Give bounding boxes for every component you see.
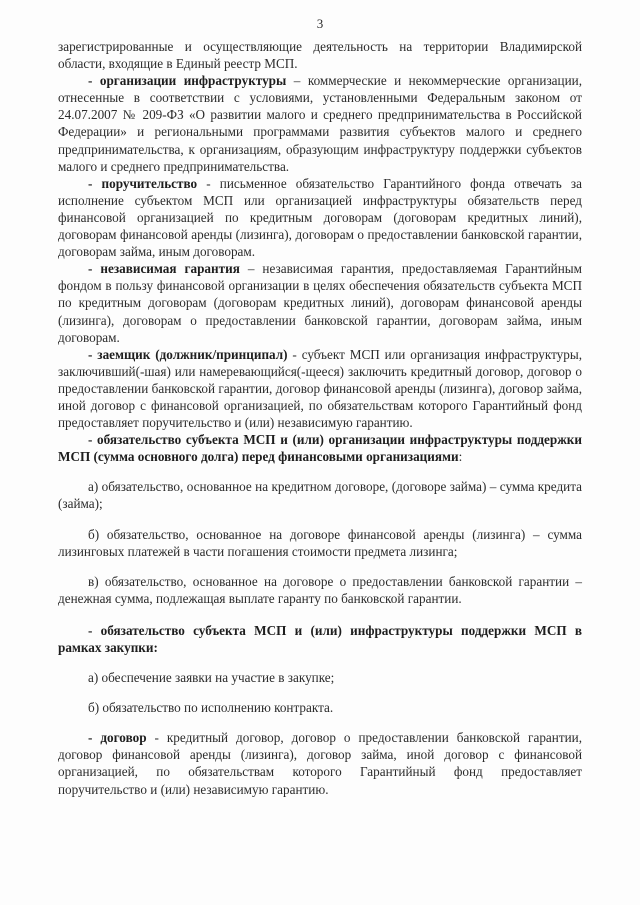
definition-contract [58, 729, 582, 797]
list-item-a-credit: а) обязательство, основанное на кредитном договоре, (договоре займа) – сумма кредита (займа); [58, 479, 582, 512]
term-infrastructure-organizations: - организации инфраструктуры [88, 73, 287, 89]
definition-text: - субъект МСП или организация инфраструктуры, заключивший(-шая) или намеревающийся(-щееся) заключить кредитный договор, договор о предоставлении банковской гарантии, договор финансовой аренды (лизинга), договор займа, иной договор с финансовой организацией, по обязательствам которого Гарантийный фонд предоставляет поручительство и (или) независимую гарантию. [58, 346, 582, 431]
definition-infrastructure-organizations [58, 72, 582, 175]
document-body [58, 38, 582, 798]
term-obligation-to-financial-orgs: - обязательство субъекта МСП и (или) организации инфраструктуры поддержки МСП (сумма основного долга) перед финансовыми организациями [58, 432, 582, 465]
definition-obligation-to-financial-orgs [58, 431, 582, 465]
colon: : [458, 449, 463, 465]
definition-independent-guarantee [58, 260, 582, 345]
term-surety: - поручительство [88, 175, 198, 191]
definition-text: - письменное обязательство Гарантийного фонда отвечать за исполнение субъектом МСП или организацией инфраструктуры обязательств перед финансовой организацией по кредитным договорам (договорам кредитных линий), договорам финансовой аренды (лизинга), договорам о предоставлении банковской гарантии, договорам займа, иным договорам. [58, 175, 582, 260]
definition-procurement-obligation [58, 622, 582, 656]
term-contract: - договор [88, 730, 147, 746]
term-procurement-obligation: - обязательство субъекта МСП и (или) инфраструктуры поддержки МСП в рамках закупки: [58, 622, 582, 655]
definition-borrower [58, 346, 582, 431]
term-independent-guarantee: - независимая гарантия [88, 261, 240, 277]
paragraph-continuation: зарегистрированные и осуществляющие деятельность на территории Владимирской области, входящие в Единый реестр МСП. [58, 39, 582, 72]
definition-text: – коммерческие и некоммерческие организации, отнесенные в соответствии с условиями, установленными Федеральным законом от 24.07.2007 № 209-ФЗ «О развитии малого и среднего предпринимательства в Российской Федерации» и региональными программами развития субъектов малого и среднего предпринимательства, к организациям, образующим инфраструктуру поддержки субъектов малого и среднего предпринимательства. [58, 73, 582, 174]
list-item-b-leasing: б) обязательство, основанное на договоре финансовой аренды (лизинга) – сумма лизинговых платежей в части погашения стоимости предмета лизинга; [58, 526, 582, 559]
term-borrower: - заемщик (должник/принципал) [88, 346, 288, 362]
definition-text: - кредитный договор, договор о предоставлении банковской гарантии, договор финансовой аренды (лизинга), договор займа, иной договор с финансовой организацией, по обязательствам которого Гарантийный фонд предоставляет поручительство и (или) независимую гарантию. [58, 730, 582, 797]
definition-surety [58, 175, 582, 260]
list-item-a-bid-security: а) обеспечение заявки на участие в закупке; [88, 670, 335, 686]
list-item-c-bank-guarantee: в) обязательство, основанное на договоре о предоставлении банковской гарантии – денежная сумма, подлежащая выплате гаранту по банковской гарантии. [58, 573, 582, 606]
page-number: 3 [316, 16, 324, 31]
list-item-b-contract-performance: б) обязательство по исполнению контракта. [88, 700, 334, 716]
definition-text: – независимая гарантия, предоставляемая Гарантийным фондом в пользу финансовой организации в целях обеспечения обязательств субъекта МСП по кредитным договорам (договорам кредитных линий), договорам финансовой аренды (лизинга), договорам о предоставлении банковской гарантии, договорам займа, иным договорам. [58, 261, 582, 345]
